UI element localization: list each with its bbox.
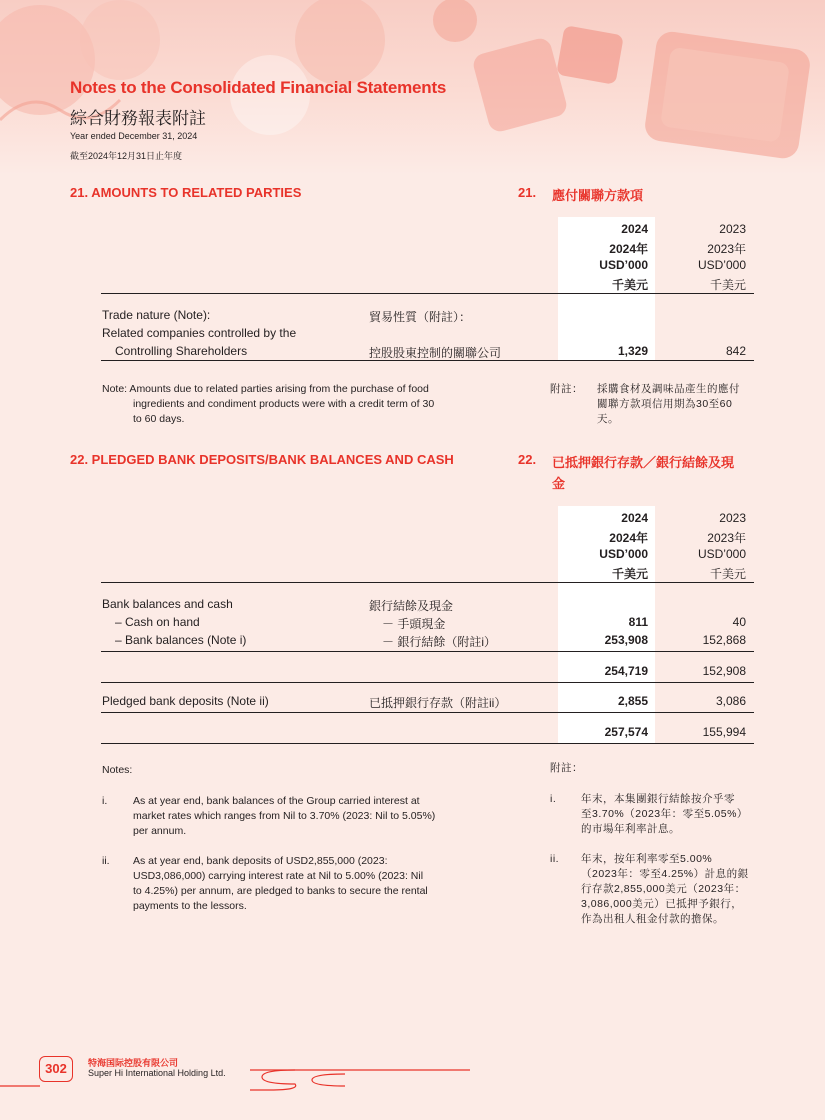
col-header-2024-unit-cn: 千美元 [611, 278, 648, 292]
note-text: ingredients and condiment products were with a credit term of 30 [133, 398, 435, 410]
note-marker-cn: i. [550, 793, 557, 805]
table-rule [101, 360, 754, 361]
col-header-2023: 2023 [719, 511, 746, 525]
pledged-2023: 3,086 [715, 694, 746, 708]
col-header-2023-unit: USD’000 [697, 258, 746, 272]
note-text: payments to the lessors. [133, 900, 247, 912]
row-label-cn: 控股股東控制的關聯公司 [369, 346, 502, 360]
row-label: Related companies controlled by the [102, 326, 297, 340]
note-text: Note: Amounts due to related parties arising from the purchase of food [102, 383, 429, 395]
period-label-cn: 截至2024年12月31日止年度 [70, 151, 183, 161]
note-text-cn: 行存款2,855,000美元（2023年： [581, 883, 746, 895]
section-21-title-cn: 應付關聯方款項 [552, 188, 644, 203]
row-label: Controlling Shareholders [115, 344, 248, 358]
value-2024: 811 [628, 615, 648, 629]
col-header-2023-cn: 2023年 [707, 531, 746, 545]
col-header-2024-unit-cn: 千美元 [611, 567, 648, 581]
total-2023: 155,994 [702, 725, 746, 739]
col-header-2024-cn: 2024年 [609, 531, 648, 545]
table-rule [101, 743, 754, 744]
col-header-2024-cn: 2024年 [609, 242, 648, 256]
note-text-cn: 年末，按年利率零至5.00% [581, 853, 713, 865]
table-rule [101, 712, 754, 713]
pledged-2024: 2,855 [617, 694, 648, 708]
page-number: 302 [39, 1056, 73, 1082]
col-header-2023: 2023 [719, 222, 746, 236]
col-header-2024-unit: USD’000 [599, 258, 648, 272]
period-label: Year ended December 31, 2024 [70, 131, 198, 141]
note-text-cn: （2023年：零至4.25%）計息的銀 [581, 868, 749, 880]
col-header-2023-cn: 2023年 [707, 242, 746, 256]
table-rule [101, 293, 754, 294]
note-text-cn: 關聯方款項信用期為30至60 [597, 398, 733, 410]
section-22-title-cn-2: 金 [552, 476, 566, 491]
note-marker-cn: ii. [550, 853, 560, 865]
note-label-cn: 附註： [550, 383, 583, 395]
note-text: USD3,086,000) carrying interest rate at Nil to 5.00% (2023: Nil [133, 870, 424, 882]
section-22-title: 22. PLEDGED BANK DEPOSITS/BANK BALANCES AND CASH [70, 452, 454, 467]
table-rule [101, 582, 754, 583]
col-header-2023-unit-cn: 千美元 [709, 278, 746, 292]
company-name: Super Hi International Holding Ltd. [88, 1068, 226, 1078]
note-text-cn: 天。 [597, 413, 619, 425]
row-label: Bank balances and cash [102, 597, 233, 611]
row-label: – Bank balances (Note i) [115, 633, 247, 647]
page-title-cn: 綜合財務報表附註 [70, 109, 206, 128]
note-marker: ii. [102, 855, 110, 867]
value-2024: 1,329 [617, 344, 648, 358]
section-21-title: 21. AMOUNTS TO RELATED PARTIES [70, 185, 302, 200]
note-text-cn: 3,086,000美元）已抵押予銀行， [581, 898, 743, 910]
value-2023: 40 [732, 615, 746, 629]
table-rule [101, 682, 754, 683]
company-name-cn: 特海国际控股有限公司 [88, 1058, 179, 1068]
value-2023: 152,868 [702, 633, 746, 647]
note-text-cn: 作為出租人租金付款的擔保。 [581, 913, 724, 925]
value-2024: 253,908 [604, 633, 648, 647]
subtotal-2024: 254,719 [604, 664, 648, 678]
section-22-number-cn: 22. [518, 452, 537, 467]
note-text-cn: 至3.70%（2023年：零至5.05%） [581, 808, 748, 820]
note-text-cn: 採購食材及調味品產生的應付 [597, 383, 740, 395]
total-2024: 257,574 [604, 725, 648, 739]
col-header-2024-unit: USD’000 [599, 547, 648, 561]
note-text-cn: 的市場年利率計息。 [581, 823, 680, 835]
note-text: per annum. [133, 825, 187, 837]
note-marker: i. [102, 795, 108, 807]
row-label: Trade nature (Note): [102, 308, 211, 322]
section-22-title-cn: 已抵押銀行存款／銀行結餘及現 [552, 455, 735, 470]
notes-label-cn: 附註： [550, 762, 583, 774]
col-header-2024: 2024 [621, 222, 648, 236]
row-label-cn: 已抵押銀行存款（附註ii） [369, 696, 507, 710]
section-21-number-cn: 21. [518, 185, 537, 200]
row-label-cn: 銀行結餘及現金 [369, 599, 454, 613]
subtotal-2023: 152,908 [702, 664, 746, 678]
row-label: – Cash on hand [115, 615, 200, 629]
row-label-cn: － 手頭現金 [382, 617, 446, 631]
note-text: to 4.25%) per annum, are pledged to banks to secure the rental [133, 885, 428, 897]
col-header-2023-unit: USD’000 [697, 547, 746, 561]
row-label-cn: 貿易性質（附註）： [369, 310, 472, 324]
row-label: Pledged bank deposits (Note ii) [102, 694, 269, 708]
note-text: to 60 days. [133, 413, 185, 425]
col-header-2023-unit-cn: 千美元 [709, 567, 746, 581]
note-text: As at year end, bank deposits of USD2,855,000 (2023: [133, 855, 388, 867]
table-rule [101, 651, 754, 652]
col-header-2024: 2024 [621, 511, 648, 525]
note-text: As at year end, bank balances of the Group carried interest at [133, 795, 420, 807]
notes-label: Notes: [102, 764, 133, 776]
row-label-cn: － 銀行結餘（附註i） [382, 635, 497, 649]
value-2023: 842 [725, 344, 746, 358]
page-title: Notes to the Consolidated Financial Statements [70, 78, 447, 97]
note-text-cn: 年末，本集團銀行結餘按介乎零 [581, 793, 735, 805]
note-text: market rates which ranges from Nil to 3.70% (2023: Nil to 5.05%) [133, 810, 436, 822]
